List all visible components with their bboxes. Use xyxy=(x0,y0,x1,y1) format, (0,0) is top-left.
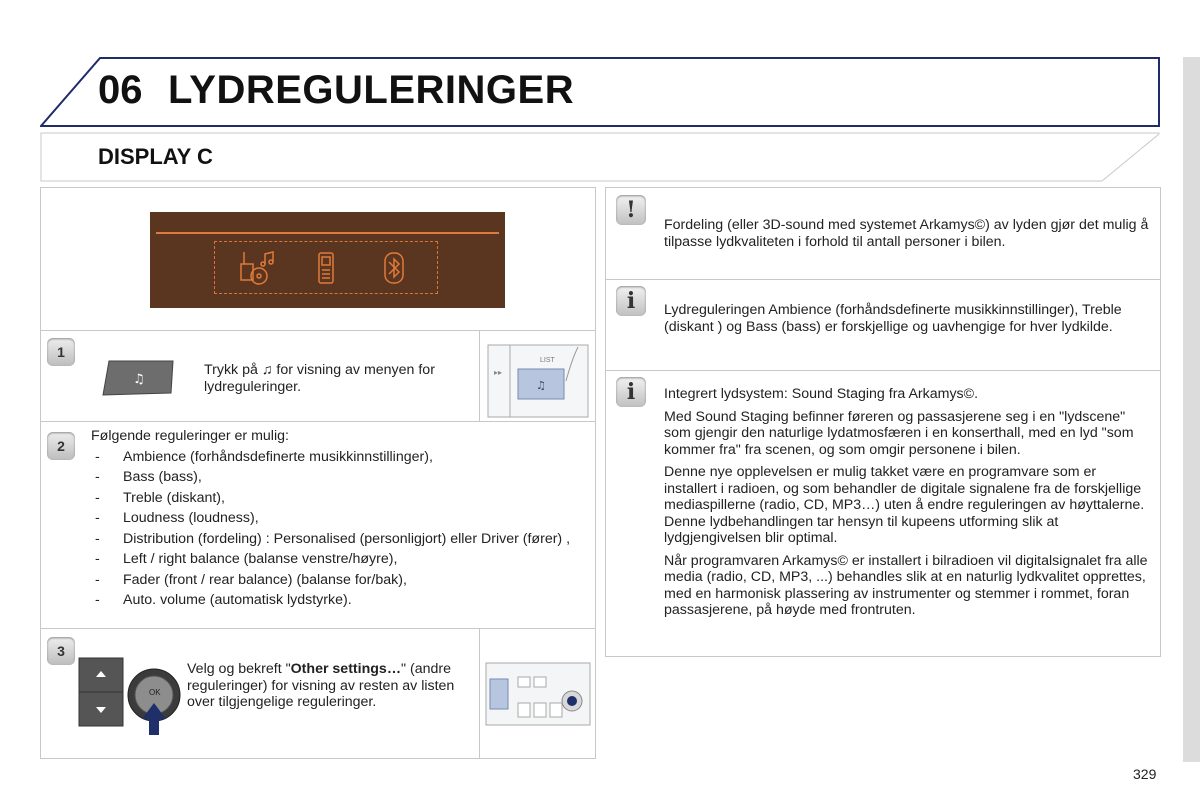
list-label: LIST xyxy=(540,357,555,364)
step-3-text-after: " (andre reguleringer) for visning av resten av listen over tilgjengelige reguleringer. xyxy=(187,661,455,710)
section-title: DISPLAY C xyxy=(98,144,213,169)
list-item: - Distribution (fordeling) : Personalised (personligjort) eller Driver (fører) , xyxy=(91,531,583,548)
list-item: - Left / right balance (balanse venstre/høyre), xyxy=(91,551,583,568)
ok-label: OK xyxy=(149,688,161,697)
ok-knob-image xyxy=(124,667,184,742)
info-icon: i xyxy=(616,286,646,316)
chapter-number: 06 xyxy=(98,68,143,112)
step-1-inset xyxy=(479,331,595,421)
info-icon: i xyxy=(616,377,646,407)
note-paragraph: Med Sound Staging befinner føreren og passasjerene seg i en "lydscene" som gjengir den naturlige lydatmosfæren i en konserthall, med en lyd "som kommer fra" fra scenen, og som omgir personene i bilen. xyxy=(664,408,1134,458)
list-item: - Ambience (forhåndsdefinerte musikkinnstillinger), xyxy=(91,449,583,466)
step-3-inset xyxy=(479,629,595,758)
radio-cd-icon xyxy=(241,252,273,284)
note-box-info xyxy=(605,370,1161,657)
bluetooth-icon xyxy=(385,253,403,283)
step-number-1: 1 xyxy=(47,338,75,366)
step-2-panel xyxy=(40,421,596,629)
list-item: - Bass (bass), xyxy=(91,469,583,486)
chapter-title: LYDREGULERINGER xyxy=(168,68,575,112)
step-3-panel xyxy=(40,628,596,759)
step-1-text-after: for visning av menyen for lydreguleringer. xyxy=(204,362,435,395)
note-text: Lydreguleringen Ambience (forhåndsdefinerte musikkinnstillinger), Treble (diskant ) og Bass (bass) er forskjellige og uavhengige for hver lydkilde. xyxy=(664,302,1122,335)
step-3-text-before: Velg og bekreft " xyxy=(187,661,291,677)
phone-icon xyxy=(319,253,333,283)
step-1-text xyxy=(204,362,479,395)
music-button-image xyxy=(101,359,177,402)
music-note-icon: ♫ xyxy=(261,362,273,378)
note-box-warning xyxy=(605,187,1161,280)
step-2-intro: Følgende reguleringer er mulig: xyxy=(91,428,289,444)
note-text-block xyxy=(664,386,1150,625)
up-down-buttons-image xyxy=(78,657,124,732)
list-item: - Loudness (loudness), xyxy=(91,510,583,527)
display-screenshot-panel xyxy=(40,187,596,332)
icon-frame xyxy=(214,241,438,294)
step-2-text xyxy=(91,428,583,613)
side-tab xyxy=(1183,57,1200,762)
page-number: 329 xyxy=(1133,766,1157,782)
screen-divider xyxy=(156,232,499,234)
list-item: - Treble (diskant), xyxy=(91,490,583,507)
display-screen xyxy=(150,212,505,308)
step-1-panel xyxy=(40,330,596,422)
note-paragraph: Denne nye opplevelsen er mulig takket være en programvare som er installert i radioen, og som behandler de digitale signalene fra de forskjellige mediaspillerne (radio, CD, MP3…) uten å endre reguleringen av høyttalerne. Denne lydbehandlingen tar hensyn til kupeens utforming slik at lydgjengivelsen blir optimal. xyxy=(664,464,1145,546)
svg-text:▸▸: ▸▸ xyxy=(494,368,503,377)
step-1-text-before: Trykk på xyxy=(204,362,258,378)
note-paragraph: Integrert lydsystem: Sound Staging fra Arkamys©. xyxy=(664,386,979,402)
svg-text:♫: ♫ xyxy=(133,372,145,387)
list-item: - Auto. volume (automatisk lydstyrke). xyxy=(91,592,583,609)
step-3-bold: Other settings… xyxy=(290,661,402,677)
warning-icon: ! xyxy=(616,195,646,225)
settings-list xyxy=(91,449,583,609)
step-3-text xyxy=(187,661,459,711)
note-text: Fordeling (eller 3D-sound med systemet Arkamys©) av lyden gjør det mulig å tilpasse lydkvaliteten i forhold til antall personer i bilen. xyxy=(664,217,1149,250)
svg-text:♫: ♫ xyxy=(536,379,546,392)
step-number-2: 2 xyxy=(47,432,75,460)
step-number-3: 3 xyxy=(47,637,75,665)
list-item: - Fader (front / rear balance) (balanse for/bak), xyxy=(91,572,583,589)
note-box-info xyxy=(605,279,1161,371)
note-paragraph: Når programvaren Arkamys© er installert i bilradioen vil digitalsignalet fra alle media (radio, CD, MP3, ...) behandles slik at en naturlig lydkvalitet opprettes, med en harmonisk plassering av instrumenter og stemmer i rommet, foran passasjerene, på høyde med frontruten. xyxy=(664,552,1148,618)
